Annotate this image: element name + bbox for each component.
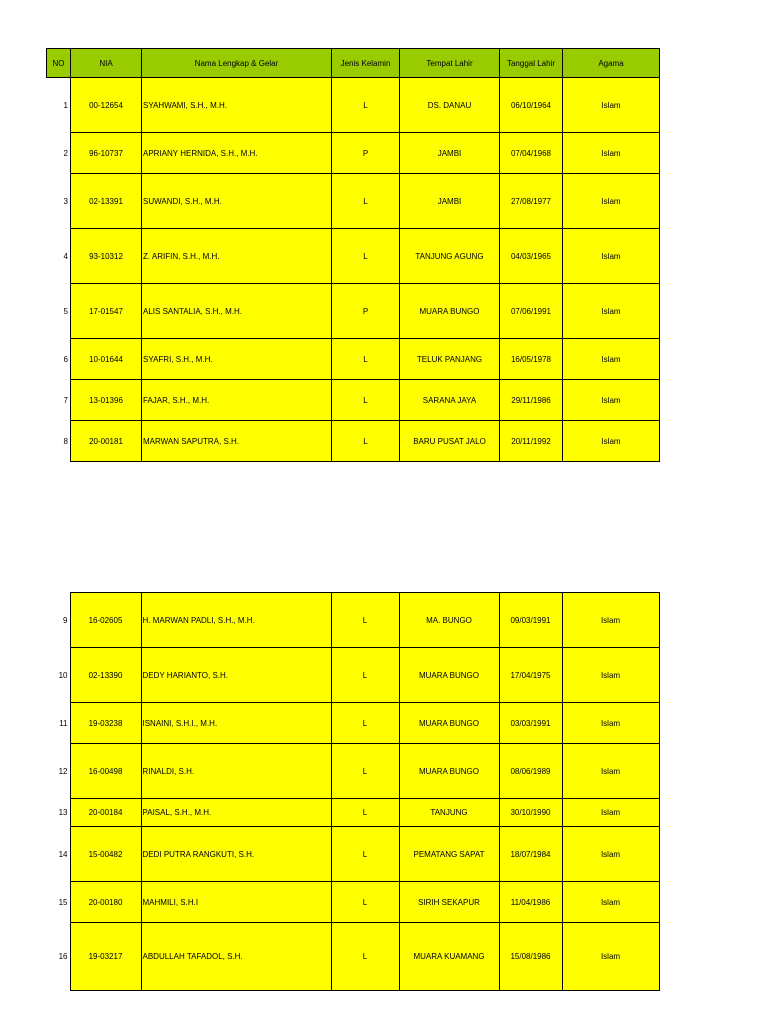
cell-tanggal-lahir: 08/06/1989: [499, 744, 562, 799]
table-row: [47, 421, 660, 462]
cell-nia: 19-03238: [70, 703, 141, 744]
cell-nia: 19-03217: [70, 923, 141, 991]
cell-nama: FAJAR, S.H., M.H.: [142, 380, 332, 421]
cell-nia: 93-10312: [71, 229, 142, 284]
cell-agama: Islam: [562, 799, 659, 827]
cell-tempat-lahir: TANJUNG: [399, 799, 499, 827]
cell-no: 15: [46, 882, 70, 923]
table-row: [47, 339, 660, 380]
table-row: [46, 799, 659, 827]
cell-nama: Z. ARIFIN, S.H., M.H.: [142, 229, 332, 284]
table-row: [46, 703, 659, 744]
cell-no: 13: [46, 799, 70, 827]
cell-no: 11: [46, 703, 70, 744]
cell-tanggal-lahir: 17/04/1975: [499, 648, 562, 703]
cell-agama: Islam: [563, 78, 660, 133]
cell-tanggal-lahir: 29/11/1986: [500, 380, 563, 421]
cell-tempat-lahir: MA. BUNGO: [399, 593, 499, 648]
cell-nia: 02-13390: [70, 648, 141, 703]
cell-tanggal-lahir: 06/10/1964: [500, 78, 563, 133]
cell-jenis-kelamin: P: [332, 284, 400, 339]
cell-tanggal-lahir: 30/10/1990: [499, 799, 562, 827]
cell-no: 1: [47, 78, 71, 133]
cell-tempat-lahir: SIRIH SEKAPUR: [399, 882, 499, 923]
cell-agama: Islam: [562, 703, 659, 744]
header-nama: Nama Lengkap & Gelar: [142, 49, 332, 78]
cell-nama: SYAHWAMI, S.H., M.H.: [142, 78, 332, 133]
cell-no: 12: [46, 744, 70, 799]
table-row: [46, 744, 659, 799]
cell-nia: 17-01547: [71, 284, 142, 339]
cell-agama: Islam: [562, 923, 659, 991]
header-jenis-kelamin: Jenis Kelamin: [332, 49, 400, 78]
table-row: [46, 882, 659, 923]
cell-nama: ALIS SANTALIA, S.H., M.H.: [142, 284, 332, 339]
cell-agama: Islam: [563, 284, 660, 339]
cell-jenis-kelamin: L: [331, 593, 399, 648]
cell-no: 2: [47, 133, 71, 174]
cell-nia: 16-02605: [70, 593, 141, 648]
cell-jenis-kelamin: L: [331, 744, 399, 799]
cell-agama: Islam: [563, 229, 660, 284]
cell-nia: 96-10737: [71, 133, 142, 174]
cell-tempat-lahir: DS. DANAU: [400, 78, 500, 133]
table-row: [46, 648, 659, 703]
cell-jenis-kelamin: L: [332, 78, 400, 133]
cell-agama: Islam: [563, 380, 660, 421]
cell-nama: SYAFRI, S.H., M.H.: [142, 339, 332, 380]
cell-jenis-kelamin: L: [331, 703, 399, 744]
cell-tanggal-lahir: 15/08/1986: [499, 923, 562, 991]
cell-tempat-lahir: JAMBI: [400, 174, 500, 229]
cell-tanggal-lahir: 04/03/1965: [500, 229, 563, 284]
cell-jenis-kelamin: L: [331, 827, 399, 882]
cell-agama: Islam: [562, 593, 659, 648]
cell-tempat-lahir: PEMATANG SAPAT: [399, 827, 499, 882]
cell-jenis-kelamin: P: [332, 133, 400, 174]
cell-tempat-lahir: SARANA JAYA: [400, 380, 500, 421]
cell-jenis-kelamin: L: [331, 882, 399, 923]
table-row: [47, 229, 660, 284]
header-no: NO: [47, 49, 71, 78]
cell-tanggal-lahir: 16/05/1978: [500, 339, 563, 380]
cell-tanggal-lahir: 27/08/1977: [500, 174, 563, 229]
cell-jenis-kelamin: L: [331, 799, 399, 827]
cell-nia: 16-00498: [70, 744, 141, 799]
cell-jenis-kelamin: L: [332, 229, 400, 284]
cell-tempat-lahir: TELUK PANJANG: [400, 339, 500, 380]
cell-no: 5: [47, 284, 71, 339]
header-tanggal-lahir: Tanggal Lahir: [500, 49, 563, 78]
cell-nia: 20-00180: [70, 882, 141, 923]
cell-tanggal-lahir: 07/06/1991: [500, 284, 563, 339]
table-row: [47, 380, 660, 421]
cell-nama: MARWAN SAPUTRA, S.H.: [142, 421, 332, 462]
header-agama: Agama: [563, 49, 660, 78]
table-row: [46, 923, 659, 991]
cell-no: 3: [47, 174, 71, 229]
cell-jenis-kelamin: L: [332, 174, 400, 229]
cell-no: 14: [46, 827, 70, 882]
cell-tanggal-lahir: 20/11/1992: [500, 421, 563, 462]
cell-tempat-lahir: MUARA BUNGO: [399, 703, 499, 744]
cell-no: 4: [47, 229, 71, 284]
cell-no: 16: [46, 923, 70, 991]
cell-tempat-lahir: MUARA KUAMANG: [399, 923, 499, 991]
cell-nia: 02-13391: [71, 174, 142, 229]
cell-nia: 00-12654: [71, 78, 142, 133]
cell-nia: 20-00184: [70, 799, 141, 827]
cell-tanggal-lahir: 07/04/1968: [500, 133, 563, 174]
cell-nia: 10-01644: [71, 339, 142, 380]
cell-tempat-lahir: MUARA BUNGO: [399, 744, 499, 799]
cell-no: 10: [46, 648, 70, 703]
cell-jenis-kelamin: L: [332, 421, 400, 462]
table-row: [47, 78, 660, 133]
cell-nama: PAISAL, S.H., M.H.: [141, 799, 331, 827]
cell-agama: Islam: [563, 339, 660, 380]
cell-no: 6: [47, 339, 71, 380]
cell-nia: 20-00181: [71, 421, 142, 462]
cell-jenis-kelamin: L: [331, 923, 399, 991]
cell-nia: 13-01396: [71, 380, 142, 421]
cell-nama: SUWANDI, S.H., M.H.: [142, 174, 332, 229]
cell-tempat-lahir: MUARA BUNGO: [399, 648, 499, 703]
cell-nama: ISNAINI, S.H.I., M.H.: [141, 703, 331, 744]
cell-tempat-lahir: BARU PUSAT JALO: [400, 421, 500, 462]
cell-agama: Islam: [563, 133, 660, 174]
cell-nama: DEDI PUTRA RANGKUTI, S.H.: [141, 827, 331, 882]
cell-nama: DEDY HARIANTO, S.H.: [141, 648, 331, 703]
table-row: [47, 284, 660, 339]
cell-nama: ABDULLAH TAFADOL, S.H.: [141, 923, 331, 991]
cell-nama: H. MARWAN PADLI, S.H., M.H.: [141, 593, 331, 648]
cell-no: 9: [46, 593, 70, 648]
data-table-bottom: [46, 592, 660, 991]
cell-agama: Islam: [563, 421, 660, 462]
cell-jenis-kelamin: L: [332, 339, 400, 380]
cell-tanggal-lahir: 18/07/1984: [499, 827, 562, 882]
header-nia: NIA: [71, 49, 142, 78]
cell-tanggal-lahir: 11/04/1986: [499, 882, 562, 923]
cell-jenis-kelamin: L: [332, 380, 400, 421]
cell-agama: Islam: [562, 648, 659, 703]
cell-jenis-kelamin: L: [331, 648, 399, 703]
cell-agama: Islam: [562, 882, 659, 923]
cell-tempat-lahir: TANJUNG AGUNG: [400, 229, 500, 284]
cell-tanggal-lahir: 09/03/1991: [499, 593, 562, 648]
cell-nama: RINALDI, S.H.: [141, 744, 331, 799]
cell-nama: APRIANY HERNIDA, S.H., M.H.: [142, 133, 332, 174]
cell-agama: Islam: [562, 827, 659, 882]
cell-agama: Islam: [563, 174, 660, 229]
cell-tanggal-lahir: 03/03/1991: [499, 703, 562, 744]
cell-no: 7: [47, 380, 71, 421]
data-table-top: [46, 48, 660, 462]
table-row: [47, 174, 660, 229]
header-row: [47, 49, 660, 78]
table-row: [47, 133, 660, 174]
cell-tempat-lahir: JAMBI: [400, 133, 500, 174]
header-tempat-lahir: Tempat Lahir: [400, 49, 500, 78]
table-row: [46, 593, 659, 648]
cell-no: 8: [47, 421, 71, 462]
cell-nama: MAHMILI, S.H.I: [141, 882, 331, 923]
cell-nia: 15-00482: [70, 827, 141, 882]
table-row: [46, 827, 659, 882]
cell-tempat-lahir: MUARA BUNGO: [400, 284, 500, 339]
cell-agama: Islam: [562, 744, 659, 799]
